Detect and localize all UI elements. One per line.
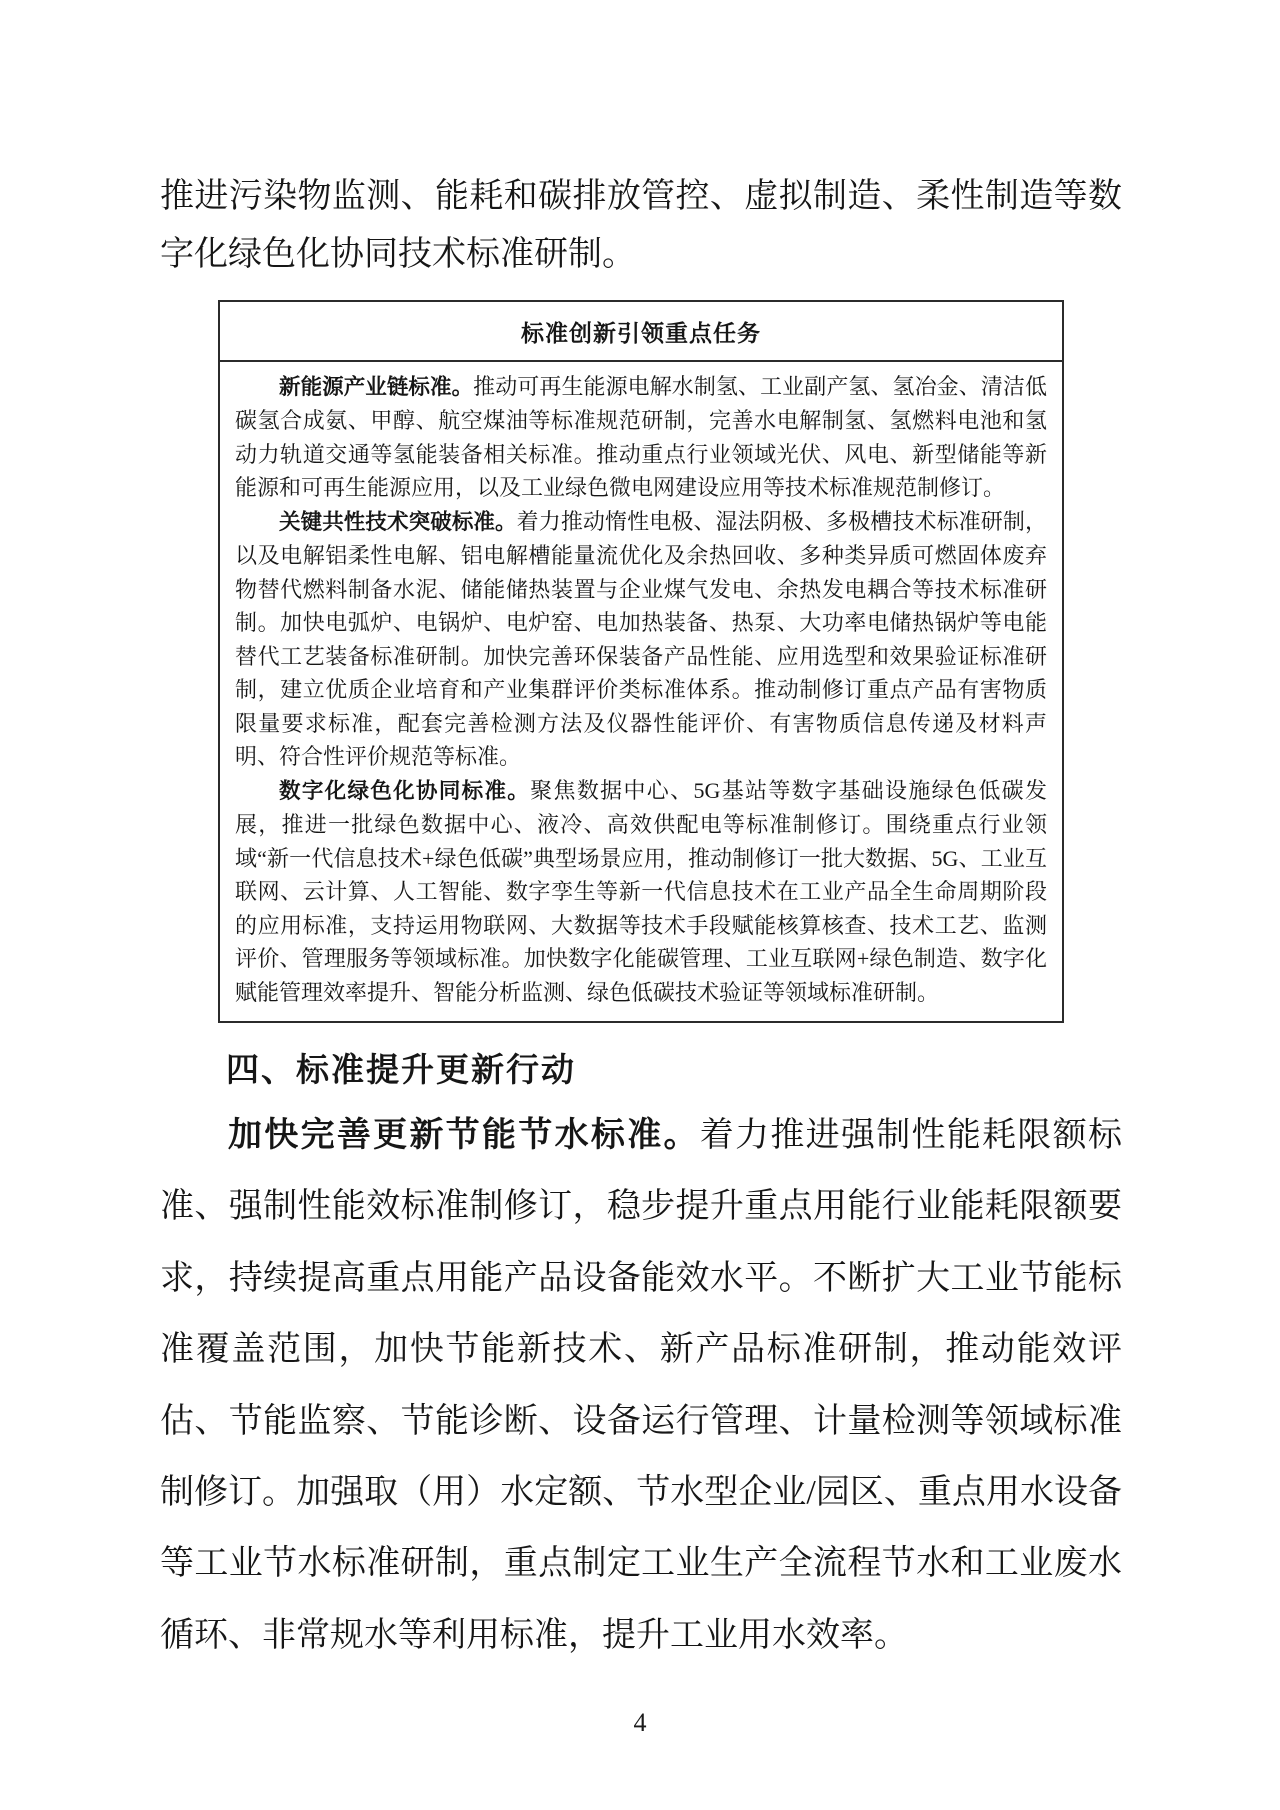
task-paragraph-digital-green	[235, 774, 1047, 1010]
closing-paragraph	[160, 1100, 1122, 1671]
page-number: 4	[633, 1708, 647, 1737]
task-paragraph-key-tech	[235, 505, 1047, 774]
task-paragraph-lead: 数字化绿色化协同标准。	[279, 778, 531, 803]
task-paragraph-new-energy	[235, 370, 1047, 505]
intro-paragraph: 推进污染物监测、能耗和碳排放管控、虚拟制造、柔性制造等数字化绿色化协同技术标准研制。	[160, 178, 1122, 273]
closing-paragraph-text: 着力推进强制性能耗限额标准、强制性能效标准制修订，稳步提升重点用能行业能耗限额要求，持续提高重点用能产品设备能效水平。不断扩大工业节能标准覆盖范围，加快节能新技术、新产品标准研制，推动能效评估、节能监察、节能诊断、设备运行管理、计量检测等领域标准制修订。加强取（用）水定额、节水型企业/园区、重点用水设备等工业节水标准研制，重点制定工业生产全流程节水和工业废水循环、非常规水等利用标准，提升工业用水效率。	[160, 1116, 1123, 1654]
section-heading: 四、标准提升更新行动	[226, 1051, 576, 1089]
task-box-body	[220, 362, 1062, 1022]
task-paragraph-text: 聚焦数据中心、5G基站等数字基础设施绿色低碳发展，推进一批绿色数据中心、液冷、高效供配电等标准制修订。围绕重点行业领域“新一代信息技术+绿色低碳”典型场景应用，推动制修订一批大数据、5G、工业互联网、云计算、人工智能、数字孪生等新一代信息技术在工业产品全生命周期阶段的应用标准，支持运用物联网、大数据等技术手段赋能核算核查、技术工艺、监测评价、管理服务等领域标准。加快数字化能碳管理、工业互联网+绿色制造、数字化赋能管理效率提升、智能分析监测、绿色低碳技术验证等领域标准研制。	[235, 777, 1047, 1005]
task-box-title: 标准创新引领重点任务	[220, 302, 1062, 362]
task-paragraph-lead: 关键共性技术突破标准。	[279, 509, 517, 534]
task-paragraph-lead: 新能源产业链标准。	[279, 374, 474, 399]
closing-paragraph-lead: 加快完善更新节能节水标准。	[228, 1116, 700, 1154]
task-box	[218, 300, 1064, 1024]
page-content	[160, 168, 1122, 1671]
task-paragraph-text: 着力推动惰性电极、湿法阴极、多极槽技术标准研制，以及电解铝柔性电解、铝电解槽能量流优化及余热回收、多种类异质可燃固体废弃物替代燃料制备水泥、储能储热装置与企业煤气发电、余热发电耦合等技术标准研制。加快电弧炉、电锅炉、电炉窑、电加热装备、热泵、大功率电储热锅炉等电能替代工艺装备标准研制。加快完善环保装备产品性能、应用选型和效果验证标准研制，建立优质企业培育和产业集群评价类标准体系。推动制修订重点产品有害物质限量要求标准，配套完善检测方法及仪器性能评价、有害物质信息传递及材料声明、符合性评价规范等标准。	[235, 508, 1047, 770]
task-paragraph-text: 推动可再生能源电解水制氢、工业副产氢、氢冶金、清洁低碳氢合成氨、甲醇、航空煤油等标准规范研制，完善水电解制氢、氢燃料电池和氢动力轨道交通等氢能装备相关标准。推动重点行业领域光伏、风电、新型储能等新能源和可再生能源应用，以及工业绿色微电网建设应用等技术标准规范制修订。	[235, 373, 1047, 501]
